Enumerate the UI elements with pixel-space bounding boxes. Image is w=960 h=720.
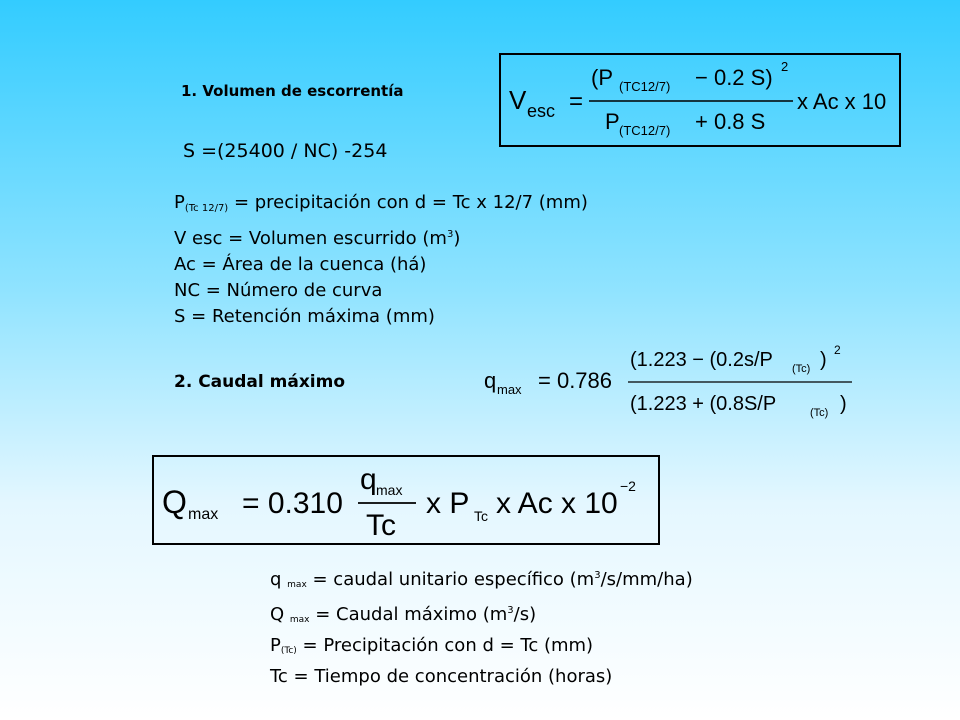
formula1-num-exp: 2 <box>781 59 789 74</box>
def-text: Q <box>270 604 290 625</box>
definition-curve-number: NC = Número de curva <box>174 280 383 301</box>
def-text: q <box>270 569 288 590</box>
formula3-num-sub: max <box>376 482 403 498</box>
formula3-x-p: x P <box>426 487 470 520</box>
peak-flow-formula-box <box>152 455 660 545</box>
definition-concentration-time: Tc = Tiempo de concentración (horas) <box>270 666 613 687</box>
section-2-title: 2. Caudal máximo <box>174 372 346 392</box>
formula1-den-sub: (TC12/7) <box>619 123 671 138</box>
def-text: = caudal unitario específico (m <box>306 569 595 590</box>
def-subscript: (Tc) <box>280 646 297 656</box>
formula2-num-a: (1.223 − (0.2s/P <box>630 349 773 371</box>
definition-precipitation <box>174 190 588 222</box>
formula2-den-b: ) <box>840 393 847 415</box>
formula3-q-sub: max <box>188 506 219 523</box>
def-text: ) <box>453 228 461 249</box>
formula1-v-sub: esc <box>527 101 556 121</box>
formula3-equals: = 0.310 <box>242 487 343 520</box>
definition-area: Ac = Área de la cuenca (há) <box>174 254 427 275</box>
formula1-num-rest: − 0.2 S) <box>695 65 773 90</box>
definition-peak-flow <box>270 598 693 633</box>
def-text: = Caudal máximo (m <box>309 604 508 625</box>
definitions-2 <box>270 563 693 690</box>
runoff-volume-formula <box>501 55 899 145</box>
def-superscript: 3 <box>507 605 514 616</box>
formula3-den: Tc <box>366 509 396 542</box>
formula1-den-p: P <box>605 109 620 134</box>
formula3-num: q <box>360 463 377 496</box>
def-text: V esc = Volumen escurrido (m <box>174 228 447 249</box>
formula1-equals: = <box>569 88 584 115</box>
formula2-num-exp: 2 <box>834 343 841 357</box>
formula1-tail: x Ac x 10 <box>797 89 887 114</box>
def-subscript: (Tc 12/7) <box>184 203 229 214</box>
formula1-den-rest: + 0.8 S <box>695 109 766 134</box>
formula1-v: V <box>509 85 527 115</box>
definition-retention: S = Retención máxima (mm) <box>174 306 435 327</box>
peak-flow-formula <box>154 457 658 543</box>
definitions-1 <box>174 190 588 330</box>
formula2-den-sub: (Tc) <box>810 407 829 419</box>
formula2-q-sub: max <box>497 382 522 397</box>
def-text: P <box>270 635 281 656</box>
formula2-q: q <box>484 368 497 393</box>
formula2-equals: = 0.786 <box>538 368 613 393</box>
s-formula: S =(25400 / NC) -254 <box>183 140 388 162</box>
formula1-num-sub: (TC12/7) <box>619 79 671 94</box>
formula2-num-b: ) <box>820 349 827 371</box>
section-1-title: 1. Volumen de escorrentía <box>181 82 404 100</box>
def-superscript: 3 <box>594 570 601 581</box>
formula3-tail: x Ac x 10 <box>496 487 618 520</box>
def-superscript: 3 <box>446 229 454 240</box>
formula2-den-a: (1.223 + (0.8S/P <box>630 393 777 415</box>
formula2-num-sub: (Tc) <box>792 363 811 375</box>
def-text: = precipitación con d = Tc x 12/7 (mm) <box>228 192 588 213</box>
definition-unit-flow <box>270 563 693 598</box>
def-text: /s) <box>513 604 537 625</box>
def-subscript: max <box>289 615 310 625</box>
definition-runoff-volume <box>174 222 588 252</box>
def-text: = Precipitación con d = Tc (mm) <box>296 635 594 656</box>
formula3-exp: −2 <box>620 478 636 494</box>
formula1-num-open: (P <box>591 65 613 90</box>
def-subscript: max <box>287 580 307 590</box>
formula3-p-sub: Tc <box>474 508 488 524</box>
runoff-volume-formula-box <box>499 53 901 147</box>
def-text: P <box>174 192 185 213</box>
def-text: /s/mm/ha) <box>600 569 693 590</box>
formula3-q: Q <box>162 484 187 520</box>
definition-precipitation-tc <box>270 633 693 664</box>
unit-peak-flow-formula <box>480 344 860 424</box>
